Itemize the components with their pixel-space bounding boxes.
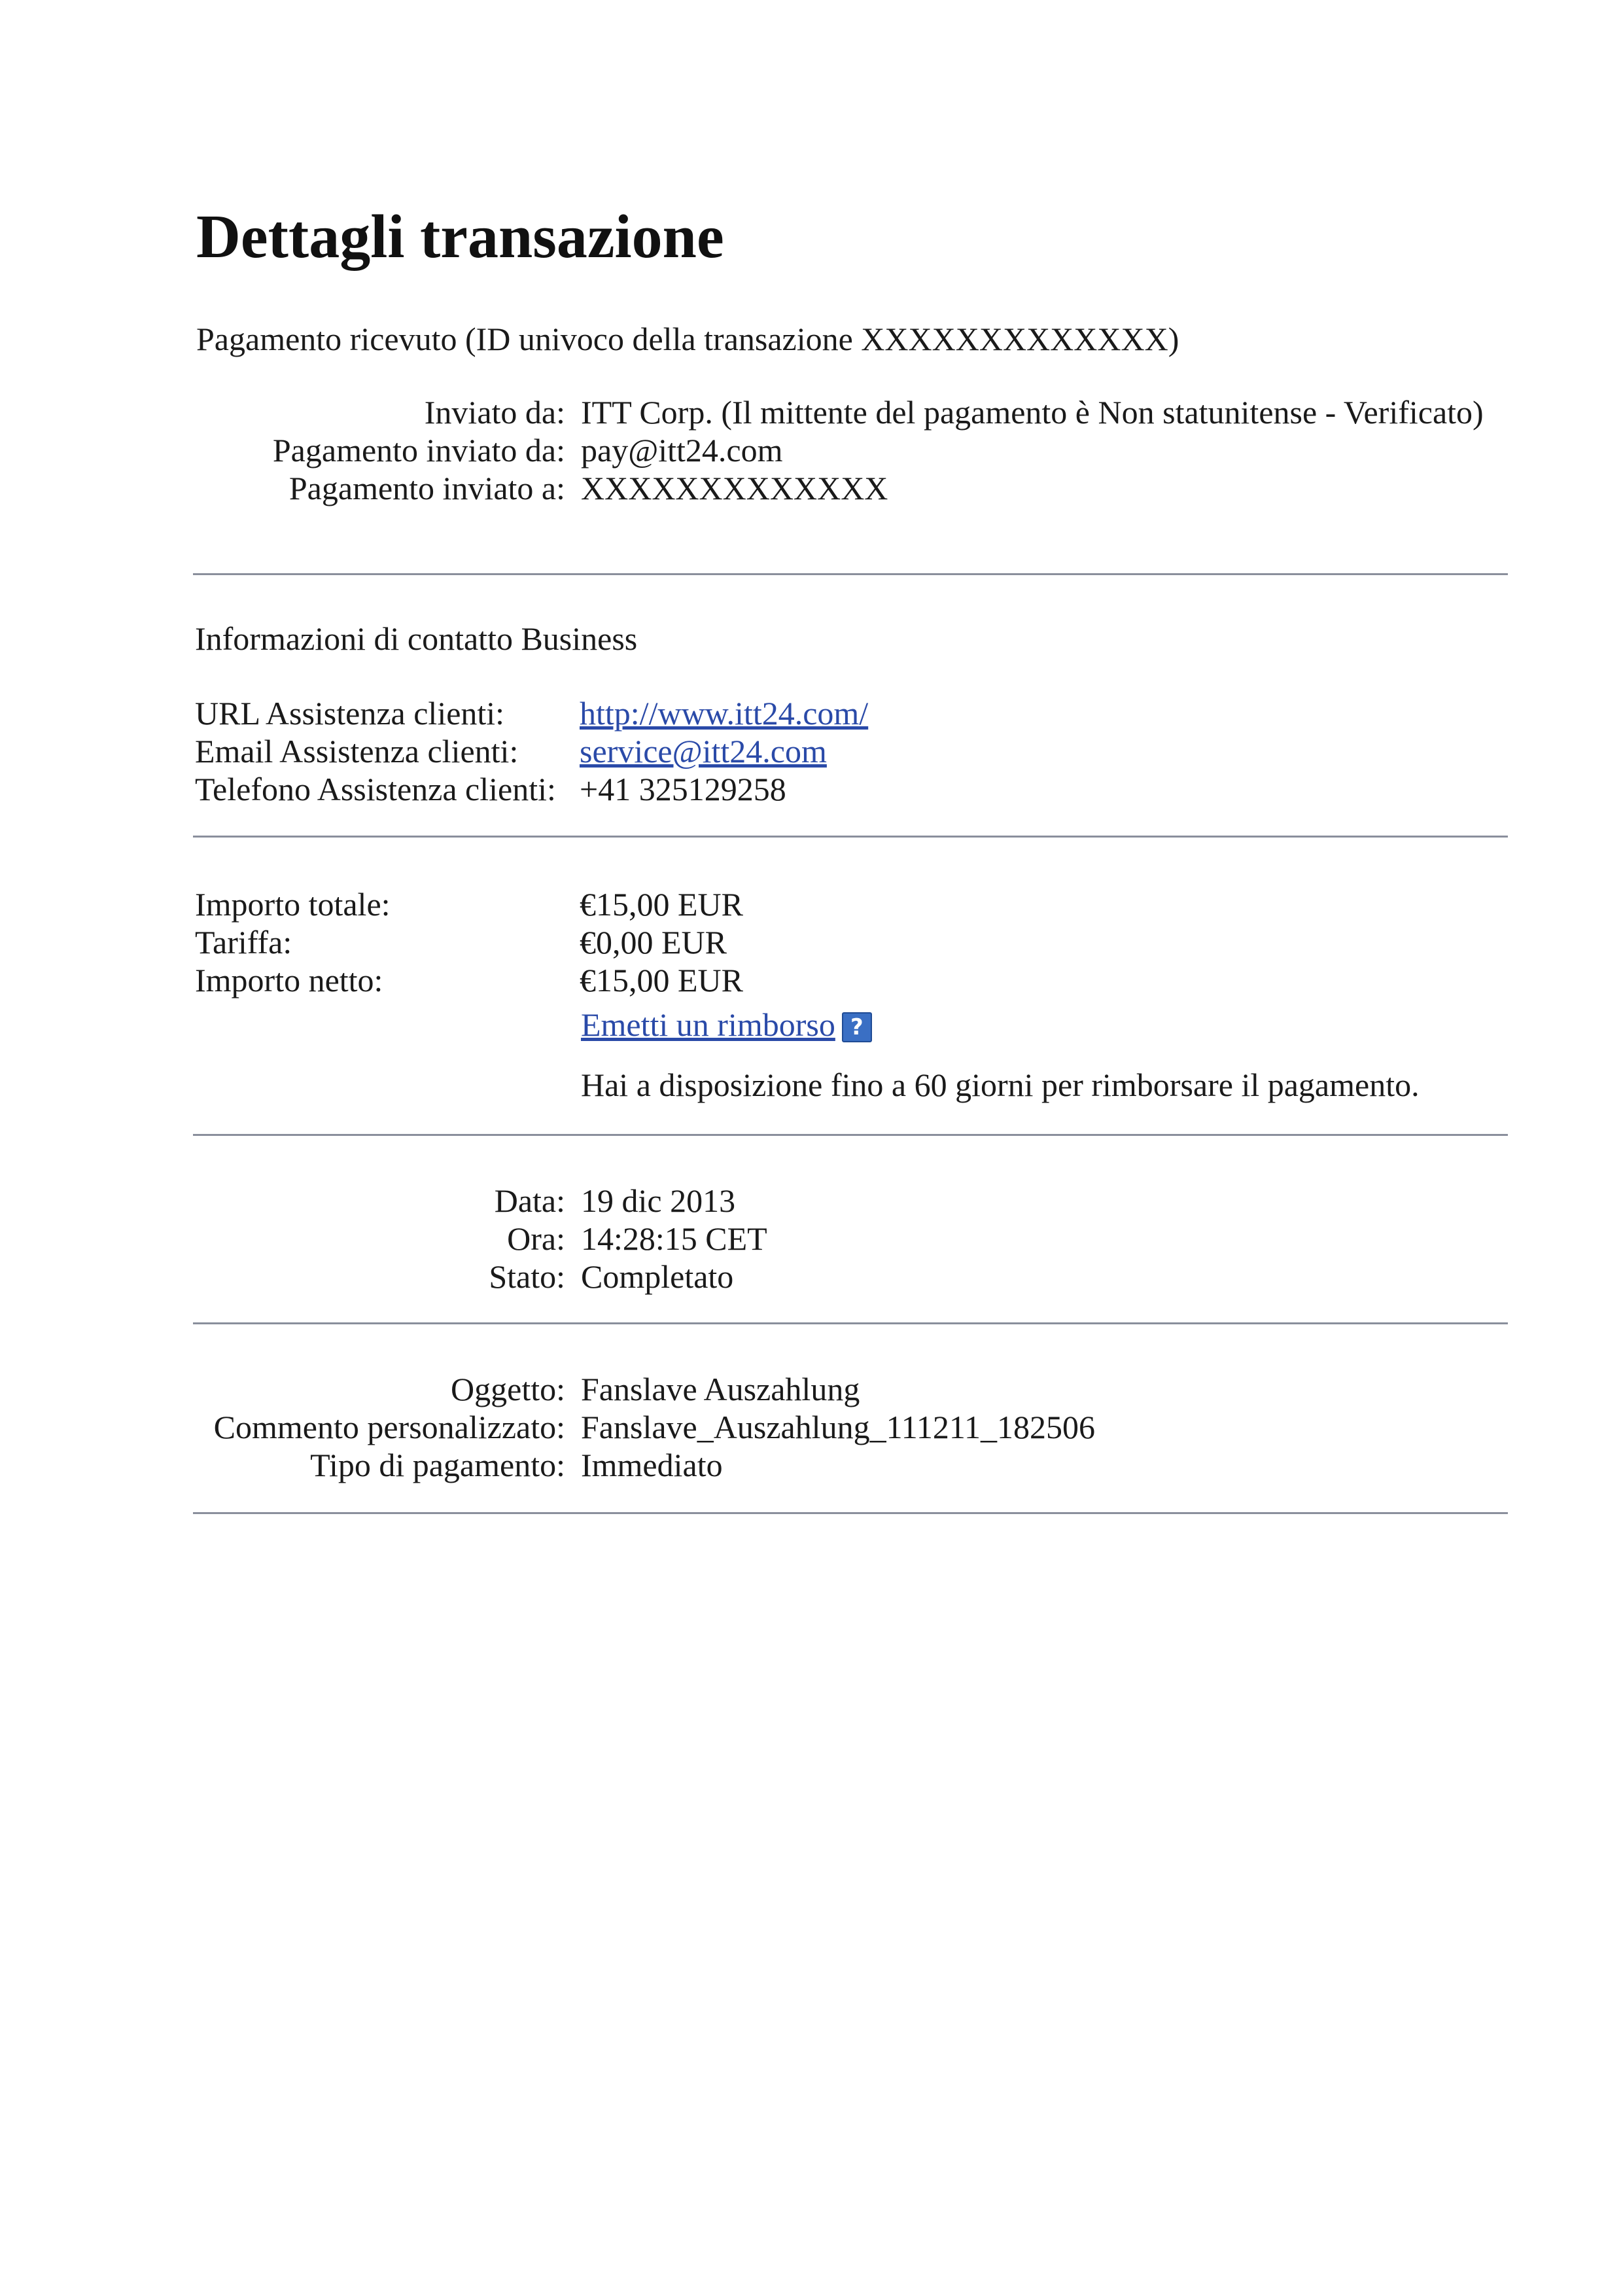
transaction-id-line: Pagamento ricevuto (ID univoco della transazione XXXXXXXXXXXXX)	[196, 321, 1179, 357]
amounts-info	[195, 885, 743, 999]
total-amount-label: Importo totale:	[195, 886, 391, 923]
custom-comment-value: Fanslave_Auszahlung_111211_182506	[581, 1409, 1096, 1445]
support-email-label: Email Assistenza clienti:	[195, 733, 519, 769]
support-phone-label: Telefono Assistenza clienti:	[195, 771, 556, 807]
support-phone-row	[195, 770, 868, 808]
net-amount-value: €15,00 EUR	[580, 962, 743, 998]
fee-row	[195, 923, 743, 961]
sent-to-label: Pagamento inviato a:	[288, 470, 565, 506]
payment-type-value: Immediato	[581, 1447, 723, 1483]
status-label: Stato:	[489, 1258, 565, 1295]
support-url-row	[195, 694, 868, 732]
fee-label: Tariffa:	[195, 924, 292, 961]
sent-from-row	[196, 431, 1484, 469]
total-amount-value: €15,00 EUR	[580, 886, 743, 923]
sent-to-row	[196, 469, 1484, 507]
subject-row	[196, 1370, 1095, 1408]
sender-row	[196, 393, 1484, 431]
subject-label: Oggetto:	[451, 1371, 565, 1407]
total-amount-row	[195, 885, 743, 923]
date-label: Data:	[494, 1182, 565, 1219]
fee-value: €0,00 EUR	[580, 924, 727, 961]
help-icon[interactable]: ?	[842, 1012, 872, 1042]
issue-refund-link[interactable]: Emetti un rimborso	[581, 1006, 835, 1043]
payment-details	[196, 1370, 1095, 1484]
date-value: 19 dic 2013	[581, 1182, 736, 1219]
sent-to-value: XXXXXXXXXXXXX	[581, 470, 888, 506]
sent-from-value: pay@itt24.com	[581, 432, 783, 468]
net-amount-label: Importo netto:	[195, 962, 383, 998]
divider	[193, 1512, 1508, 1514]
support-email-row	[195, 732, 868, 770]
timing-info	[196, 1182, 767, 1296]
business-contact-heading: Informazioni di contatto Business	[195, 620, 638, 657]
support-email-link[interactable]: service@itt24.com	[580, 733, 827, 769]
divider	[193, 1134, 1508, 1136]
custom-comment-label: Commento personalizzato:	[213, 1409, 565, 1445]
divider	[193, 836, 1508, 838]
refund-note: Hai a disposizione fino a 60 giorni per rimborsare il pagamento.	[581, 1067, 1420, 1103]
sender-label: Inviato da:	[424, 394, 565, 431]
time-row	[196, 1220, 767, 1258]
subject-value: Fanslave Auszahlung	[581, 1371, 860, 1407]
net-amount-row	[195, 961, 743, 999]
payment-type-row	[196, 1446, 1095, 1484]
date-row	[196, 1182, 767, 1220]
custom-comment-row	[196, 1408, 1095, 1446]
divider	[193, 573, 1508, 575]
time-label: Ora:	[507, 1220, 565, 1257]
status-value: Completato	[581, 1258, 734, 1295]
support-url-link[interactable]: http://www.itt24.com/	[580, 695, 869, 732]
business-contact-info	[195, 694, 868, 808]
support-url-label: URL Assistenza clienti:	[195, 695, 505, 732]
divider	[193, 1322, 1508, 1324]
sender-value: ITT Corp. (Il mittente del pagamento è Non statunitense - Verificato)	[581, 394, 1484, 431]
sender-info	[196, 393, 1484, 507]
time-value: 14:28:15 CET	[581, 1220, 767, 1257]
refund-section	[581, 1005, 872, 1044]
support-phone-value: +41 325129258	[580, 771, 786, 807]
payment-type-label: Tipo di pagamento:	[310, 1447, 565, 1483]
sent-from-label: Pagamento inviato da:	[272, 432, 565, 468]
status-row	[196, 1258, 767, 1296]
page-title: Dettagli transazione	[196, 203, 724, 271]
